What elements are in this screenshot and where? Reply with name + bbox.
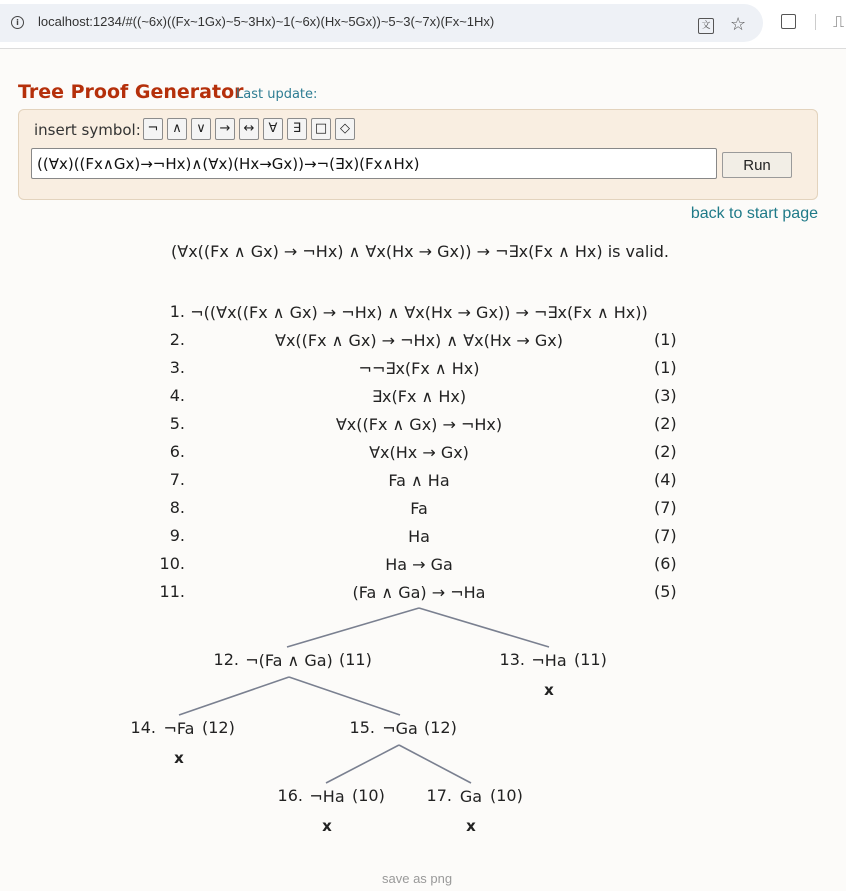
proof-formula: Fa ∧ Ha [388, 471, 450, 490]
proof-reference: (3) [654, 386, 677, 405]
back-to-start-link[interactable]: back to start page [690, 205, 818, 222]
browser-toolbar [0, 0, 846, 49]
proof-reference: (11) [339, 650, 372, 669]
save-as-png-link[interactable]: save as png [382, 871, 453, 886]
line-number: 12. [213, 650, 239, 669]
insert-implies-button[interactable]: → [215, 118, 235, 140]
insert-symbol-label: insert symbol: [34, 121, 141, 139]
formula-input[interactable] [31, 148, 717, 179]
insert-forall-button[interactable]: ∀ [263, 118, 283, 140]
proof-formula: Ga [459, 787, 483, 806]
proof-reference: (2) [654, 414, 677, 433]
proof-formula: ¬Ha [309, 787, 345, 806]
proof-reference: (6) [654, 554, 677, 573]
line-number: 10. [159, 554, 185, 573]
proof-reference: (2) [654, 442, 677, 461]
site-info-icon[interactable]: i [11, 16, 24, 29]
closed-branch-mark: x [322, 817, 332, 835]
proof-reference: (12) [424, 718, 457, 737]
address-bar[interactable] [0, 4, 763, 42]
proof-reference: (11) [574, 650, 607, 669]
toolbar-divider [815, 14, 816, 30]
proof-formula: ∀x(Hx → Gx) [369, 443, 469, 462]
bookmark-star-icon[interactable]: ☆ [730, 14, 747, 35]
proof-formula: Ha [408, 527, 430, 546]
proof-reference: (7) [654, 498, 677, 517]
insert-or-button[interactable]: ∨ [191, 118, 211, 140]
line-number: 6. [169, 442, 185, 461]
proof-formula: Ha → Ga [385, 555, 453, 574]
proof-formula: ¬Fa [163, 719, 195, 738]
edge-15-17 [399, 745, 471, 783]
edge-15-16 [326, 745, 399, 783]
extensions-icon[interactable] [781, 14, 796, 29]
last-update-label: Last update: [236, 87, 318, 102]
proof-formula: ∀x((Fx ∧ Gx) → ¬Hx) ∧ ∀x(Hx → Gx) [274, 331, 564, 350]
insert-and-button[interactable]: ∧ [167, 118, 187, 140]
insert-iff-button[interactable]: ↔ [239, 118, 259, 140]
page-title: Tree Proof Generator [18, 81, 244, 103]
edge-12-15 [289, 677, 400, 715]
line-number: 9. [169, 526, 185, 545]
translate-icon[interactable]: 文 [698, 18, 714, 34]
proof-formula: Fa [410, 499, 428, 518]
edge-12-14 [179, 677, 289, 715]
line-number: 3. [169, 358, 185, 377]
insert-not-button[interactable]: ¬ [143, 118, 163, 140]
proof-formula: ¬Ha [531, 651, 567, 670]
proof-formula: (Fa ∧ Ga) → ¬Ha [352, 583, 486, 602]
line-number: 16. [277, 786, 303, 805]
proof-formula: ∀x((Fx ∧ Gx) → ¬Hx) [335, 415, 503, 434]
insert-box-button[interactable]: □ [311, 118, 331, 140]
insert-exists-button[interactable]: ∃ [287, 118, 307, 140]
line-number: 8. [169, 498, 185, 517]
line-number: 7. [169, 470, 185, 489]
edge-11-12 [287, 608, 419, 647]
proof-formula: ∃x(Fx ∧ Hx) [371, 387, 467, 406]
proof-reference: (10) [352, 786, 385, 805]
line-number: 13. [499, 650, 525, 669]
proof-reference: (1) [654, 358, 677, 377]
proof-reference: (10) [490, 786, 523, 805]
profile-icon[interactable]: ⎍ [833, 12, 845, 31]
closed-branch-mark: x [174, 749, 184, 767]
proof-reference: (7) [654, 526, 677, 545]
proof-formula: ¬(Fa ∧ Ga) [245, 651, 333, 670]
proof-reference: (12) [202, 718, 235, 737]
line-number: 15. [349, 718, 375, 737]
line-number: 2. [169, 330, 185, 349]
edge-11-13 [419, 608, 549, 647]
closed-branch-mark: x [466, 817, 476, 835]
proof-reference: (4) [654, 470, 677, 489]
validity-result: (∀x((Fx ∧ Gx) → ¬Hx) ∧ ∀x(Hx → Gx)) → ¬∃x(Fx ∧ Hx) is valid. [171, 242, 669, 261]
closed-branch-mark: x [544, 681, 554, 699]
line-number: 4. [169, 386, 185, 405]
line-number: 1. [169, 302, 185, 321]
insert-diamond-button[interactable]: ◇ [335, 118, 355, 140]
line-number: 5. [169, 414, 185, 433]
proof-formula: ¬¬∃x(Fx ∧ Hx) [358, 359, 480, 378]
url-text[interactable]: localhost:1234/#((~6x)((Fx~1Gx)~5~3Hx)~1(~6x)(Hx~5Gx))~5~3(~7x)(Fx~1Hx) [38, 14, 495, 29]
proof-reference: (5) [654, 582, 677, 601]
proof-reference: (1) [654, 330, 677, 349]
proof-formula: ¬((∀x((Fx ∧ Gx) → ¬Hx) ∧ ∀x(Hx → Gx)) → ¬∃x(Fx ∧ Hx)) [190, 303, 648, 322]
line-number: 11. [159, 582, 185, 601]
line-number: 17. [426, 786, 452, 805]
proof-formula: ¬Ga [382, 719, 418, 738]
line-number: 14. [130, 718, 156, 737]
run-button[interactable]: Run [722, 152, 792, 178]
